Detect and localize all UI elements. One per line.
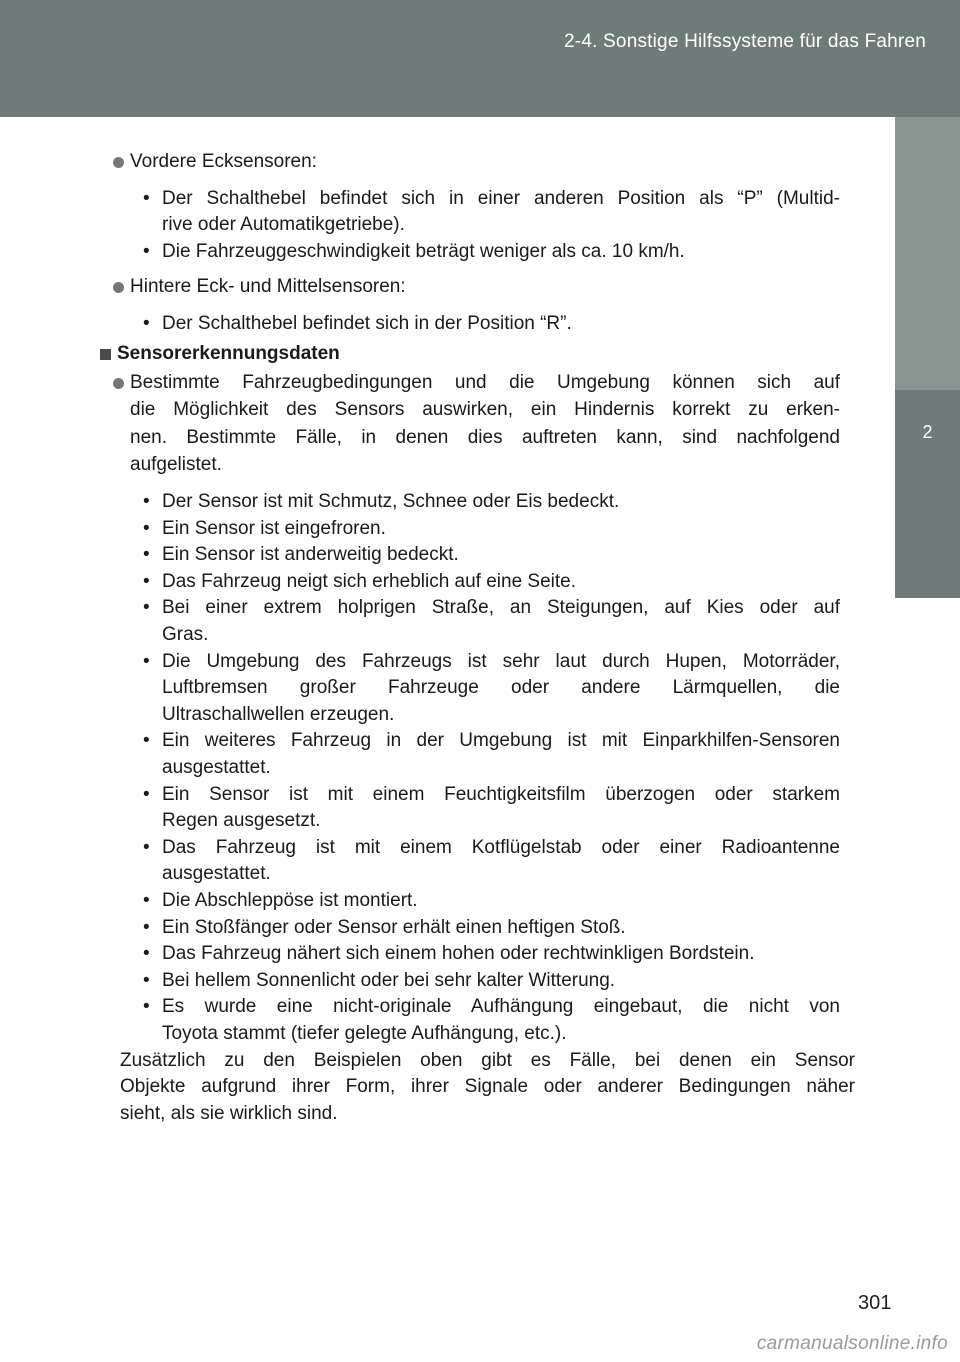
list-dot-icon: • bbox=[143, 890, 150, 911]
list-item-text: Luftbremsen großer Fahrzeuge oder andere Lärmquellen, die bbox=[162, 677, 840, 699]
list-item-text: Ein Stoßfänger oder Sensor erhält einen heftigen Stoß. bbox=[162, 916, 626, 938]
list-item-text: Bei hellem Sonnenlicht oder bei sehr kalter Witterung. bbox=[162, 969, 616, 991]
list-dot-icon: • bbox=[143, 313, 150, 334]
intro-text-line: nen. Bestimmte Fälle, in denen dies auftreten kann, sind nachfolgend bbox=[130, 426, 840, 448]
intro-text-line: aufgelistet. bbox=[130, 453, 222, 475]
list-dot-icon: • bbox=[143, 836, 150, 858]
page-number: 301 bbox=[858, 1292, 892, 1314]
list-dot-icon: • bbox=[143, 943, 150, 965]
list-item-text: Regen ausgesetzt. bbox=[162, 810, 321, 832]
list-dot-icon: • bbox=[143, 597, 150, 619]
list-dot-icon: • bbox=[143, 783, 150, 805]
closing-text-line: Zusätzlich zu den Beispielen oben gibt es Fälle, bei denen ein Sensor bbox=[120, 1049, 855, 1071]
closing-text-line: Objekte aufgrund ihrer Form, ihrer Signale oder anderer Bedingungen näher bbox=[120, 1076, 855, 1098]
list-dot-icon: • bbox=[143, 544, 150, 566]
list-item-text: Ein Sensor ist mit einem Feuchtigkeitsfilm überzogen oder starkem bbox=[162, 783, 840, 805]
list-item-text: rive oder Automatikgetriebe). bbox=[162, 214, 405, 236]
list-item-text: Ein Sensor ist anderweitig bedeckt. bbox=[162, 544, 459, 566]
list-item-text: Der Schalthebel befindet sich in der Position “R”. bbox=[162, 313, 572, 334]
list-item-text: Der Schalthebel befindet sich in einer anderen Position als “P” (Multid- bbox=[162, 187, 840, 209]
bullet-icon bbox=[113, 282, 124, 293]
list-dot-icon: • bbox=[143, 650, 150, 672]
list-item-text: Toyota stammt (tiefer gelegte Aufhängung, etc.). bbox=[162, 1023, 567, 1044]
list-dot-icon: • bbox=[143, 187, 150, 209]
list-item-text: Der Sensor ist mit Schmutz, Schnee oder Eis bedeckt. bbox=[162, 491, 620, 512]
list-item-text: Die Umgebung des Fahrzeugs ist sehr laut durch Hupen, Motorräder, bbox=[162, 650, 840, 672]
list-item-text: Gras. bbox=[162, 624, 209, 645]
section-square-icon bbox=[100, 349, 111, 360]
chapter-tab bbox=[895, 117, 960, 1362]
list-dot-icon: • bbox=[143, 240, 150, 262]
list-item-text: Ultraschallwellen erzeugen. bbox=[162, 703, 395, 725]
chapter-label: Fahrbetrieb bbox=[917, 625, 938, 719]
list-item-text: Das Fahrzeug ist mit einem Kotflügelstab oder einer Radioantenne bbox=[162, 836, 840, 858]
list-item-text: Das Fahrzeug neigt sich erheblich auf eine Seite. bbox=[162, 570, 577, 592]
rear-sensors-title: Hintere Eck- und Mittelsensoren: bbox=[130, 276, 406, 298]
chapter-number: 2 bbox=[922, 422, 933, 442]
list-dot-icon: • bbox=[143, 730, 150, 752]
section-title: 2-4. Sonstige Hilfssysteme für das Fahren bbox=[564, 31, 926, 52]
list-item-text: ausgestattet. bbox=[162, 757, 271, 778]
list-dot-icon: • bbox=[143, 517, 150, 539]
list-item-text: Ein Sensor ist eingefroren. bbox=[162, 517, 386, 539]
list-dot-icon: • bbox=[143, 996, 150, 1018]
list-item-text: Die Fahrzeuggeschwindigkeit beträgt weniger als ca. 10 km/h. bbox=[162, 240, 685, 262]
list-item-text: ausgestattet. bbox=[162, 863, 271, 885]
watermark: carmanualsonline.info bbox=[756, 1333, 948, 1354]
list-item-text: Es wurde eine nicht-originale Aufhängung eingebaut, die nicht von bbox=[162, 996, 840, 1018]
list-item-text: Die Abschleppöse ist montiert. bbox=[162, 890, 418, 911]
list-dot-icon: • bbox=[143, 916, 150, 938]
list-item-text: Bei einer extrem holprigen Straße, an Steigungen, auf Kies oder auf bbox=[162, 597, 840, 619]
list-item-text: Das Fahrzeug nähert sich einem hohen oder rechtwinkligen Bordstein. bbox=[162, 943, 755, 965]
section-heading: Sensorerkennungsdaten bbox=[117, 342, 340, 364]
intro-text-line: Bestimmte Fahrzeugbedingungen und die Umgebung können sich auf bbox=[130, 372, 840, 394]
closing-text-line: sieht, als sie wirklich sind. bbox=[120, 1102, 338, 1124]
list-item-text: Ein weiteres Fahrzeug in der Umgebung ist mit Einparkhilfen-Sensoren bbox=[162, 730, 840, 752]
bullet-icon bbox=[113, 157, 124, 168]
bullet-icon bbox=[113, 378, 124, 389]
chapter-tab-upper bbox=[895, 117, 960, 390]
intro-text-line: die Möglichkeit des Sensors auswirken, ein Hindernis korrekt zu erken- bbox=[130, 399, 840, 421]
list-dot-icon: • bbox=[143, 491, 150, 512]
list-dot-icon: • bbox=[143, 570, 150, 592]
list-dot-icon: • bbox=[143, 969, 150, 991]
front-sensors-title: Vordere Ecksensoren: bbox=[130, 151, 317, 172]
